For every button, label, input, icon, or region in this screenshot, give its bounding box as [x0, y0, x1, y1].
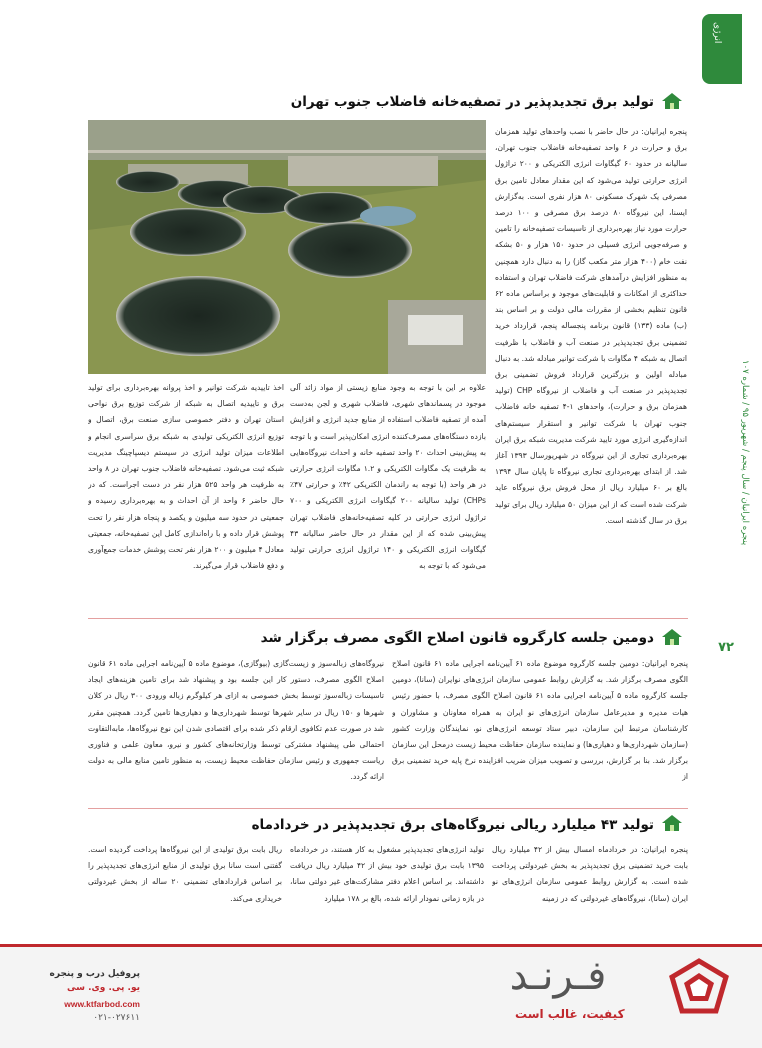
ad-website: www.ktfarbod.com	[64, 999, 140, 1009]
article3-title: تولید ۴۳ میلیارد ریالی نیروگاه‌های برق تجدیدپذیر در خردادماه	[251, 817, 654, 833]
article3-col-left: ریال بابت برق تولیدی از این نیروگاه‌ها پرداخت گردیده است. گفتنی است سانا برق تولیدی از منابع انرژی‌های تجدیدپذیر را بر اساس قراردادهای تضمینی ۲۰ ساله از بخش غیردولتی خریداری می‌کند.	[88, 845, 282, 903]
page-number: ۷۲	[718, 640, 734, 655]
divider	[88, 618, 688, 619]
article1-col-left: اخذ تاییدیه شرکت توانیر و اخذ پروانه بهره‌برداری برای تولید برق و تاییدیه اتصال به شبکه از شرکت توزیع برق نواحی استان تهران و دفتر خصوصی سازی صنعت برق، اتصال و توزیع انرژی الکتریکی تولیدی به شبکه برق سراسری انجام و اطلاعات میزان تولید انرژی در سیستم دیسپاچینگ مدیریت شبکه ثبت می‌شود. تصفیه‌خانه فاضلاب جنوب تهران در ۸ واحد به ظرفیت هر واحد ۵۲۵ هزار نفر در دست اجراست. که در حال حاضر ۶ واحد از آن احداث و به بهره‌برداری رسیده و جمعیتی در حدود سه میلیون و یکصد و پنجاه هزار نفر را تحت پوشش قرار داده و با راه‌اندازی کامل این تصفیه‌خانه، جمعیتی معادل ۴ میلیون و ۲۰۰ هزار نفر تحت پوشش خدمات جمع‌آوری و دفع فاضلاب قرار می‌گیرند.	[88, 383, 284, 571]
brand-logo-icon	[668, 957, 730, 1017]
article2-col-right: پنجره ایرانیان: دومین جلسه کارگروه موضوع ماده ۶۱ آیین‌نامه اجرایی ماده ۶۱ قانون اصلاح الگوی مصرف برگزار شد. به گزارش روابط عمومی سازمان انرژی‌های نوایران (سانا)، دومین جلسه کارگروه ماده ۵ آیین‌نامه اجرایی ماده ۶۱ قانون اصلاح الگوی مصرف، با حضور رئیس هیات مدیره و مدیرعامل سازمان انرژی‌های نو ایران به همراه معاونان و مشاوران و کارشناسان مرتبط این سازمان، دبیر ستاد توسعه انرژی‌های نو، نمایندگان وزارت کشور (سازمان شهرداری‌ها و دهیاری‌ها) و نماینده سازمان حفاظت محیط زیست درمحل این سازمان برگزار شد. بنا بر گزارش، بررسی و تصویب میزان ضریب افزاینده نرخ پایه خرید تضمینی برق از	[392, 659, 688, 782]
ad-phone: ۰۲۱-۰۲۷۶۱۱	[93, 1013, 140, 1023]
divider	[88, 808, 688, 809]
article2-col-left: نیروگاه‌های زباله‌سوز و زیست‌گازی (بیوگازی)، موضوع ماده ۵ آیین‌نامه اجرایی ماده ۶۱ قانون اصلاح الگوی مصرف، دستور کار این جلسه بود و پیشنهاد شد برای تامین هزینه‌های ایجاد تاسیسات زباله‌سوز توسط بخش خصوصی به ازای هر کیلوگرم زباله ورودی ۳۰۰ ریال در کلان شهرها و ۱۵۰ ریال در سایر شهرها توسط شهرداری‌ها و دهیاری‌ها تامین گردد. همچنین مقرر شد در صورت عدم تکافوی ارقام ذکر شده برای اقتصادی شدن این نوع نیروگاه‌ها، مابه‌التفاوت احتمالی طی پیشنهاد مشترکی توسط وزارتخانه‌های کشور و نیرو، معاون علمی و فناوری ریاست جمهوری و رئیس سازمان حفاظت محیط زیست، به منظور تامین منابع مالی به دولت ارائه گردد.	[88, 659, 384, 782]
ad-brand: فـرنـد	[509, 953, 607, 999]
house-icon	[661, 628, 683, 646]
ad-line1: پروفیل درب و پنجره	[49, 969, 140, 979]
issue-info: پنجره ایرانیان / سال پنجم / شهریور ۹۵ / شماره ۱۰۷	[740, 360, 750, 546]
ad-slogan: کیفیت، غالب است	[515, 1007, 625, 1021]
house-icon	[661, 92, 683, 110]
ad-banner	[0, 944, 762, 1048]
article1-col-mid: علاوه بر این با توجه به وجود منابع زیستی از مواد زائد آلی موجود در پسماندهای شهری، فاضلاب شهری و لجن به‌دست آمده از تصفیه فاضلاب استفاده از منابع جدید انرژی و افزایش بازده دستگاه‌های مصرف‌کننده انرژی امکان‌پذیر است و با توجه به پیش‌بینی احداث ۲۰ واحد تصفیه خانه و احداث نیروگاه‌هایی به ظرفیت یک مگاوات الکتریکی و ۱.۲ مگاوات انرژی حرارتی در هر واحد (با توجه به راندمان الکتریکی ۴۲٪ و حرارتی ۴۷٪ CHPs) تولید سالیانه ۲۰۰ گیگاوات انرژی الکتریکی و ۷۰۰ تراژول انرژی حرارتی در کلیه تصفیه‌خانه‌های فاضلاب تهران پیش‌بینی شده که از این مقدار در حال حاضر سالیانه ۴۳ گیگاوات انرژی الکتریکی و ۱۴۰ تراژول انرژی حرارتی تولید می‌شود که با توجه به	[290, 383, 486, 571]
article1-title: تولید برق تجدیدپذیر در تصفیه‌خانه فاضلاب جنوب تهران	[290, 94, 654, 110]
section-tab-label: انرژی	[712, 22, 722, 44]
house-icon	[661, 814, 683, 832]
section-tab	[702, 14, 742, 84]
article1-col-right: پنجره ایرانیان: در حال حاضر با نصب واحدهای تولید همزمان برق و حرارت در ۶ واحد تصفیه‌خانه فاضلاب جنوب تهران، سالیانه در حدود ۶۰ گیگاوات انرژی الکتریکی و ۲۰۰ تراژول انرژی حرارتی تولید می‌شود که این مقدار معادل تامین برق مصرفی یک شهرک مسکونی ۸۰ هزار نفری است. به‌گزارش ایسنا، این نیروگاه ۸۰ درصد برق مصرفی و ۱۰۰ درصد حرارت مورد نیاز بهره‌برداری از تاسیسات تصفیه‌خانه را تامین و صرفه‌جویی انرژی فسیلی در حدود ۱۵۰ هزار و ۵۰ بشکه نفت خام (۴۰۰ هزار متر مکعب گاز) را به دنبال دارد همچنین به منظور افزایش درآمدهای شرکت فاضلاب تهران و استفاده حداکثری از امکانات و قابلیت‌های موجود و براساس ماده ۶۲ قانون تنظیم بخشی از مقررات مالی دولت و بر اساس بند (ب) ماده (۱۳۳) قانون برنامه پنجساله پنجم، قرارداد خرید تضمینی برق تجدیدپذیر در صنعت آب و فاضلاب با ظرفیت اتصال به شبکه ۴ مگاوات با شرکت توانیر مبادله شد. به دنبال مبادله اولین و بزرگترین قرارداد فروش تضمینی برق تجدیدپذیر در صنعت آب و فاضلاب از نیروگاه CHP (تولید همزمان برق و حرارت)، واحدهای ۱-۴ تصفیه خانه فاضلاب جنوب تهران با شرکت توانیر و استقرار سیستم‌های اندازه‌گیری انرژی مورد تایید شرکت مدیریت شبکه برق ایران بهره‌برداری تجاری از این نیروگاه در شهریورسال ۱۳۹۳ آغاز شد. از ابتدای بهره‌برداری تجاری نیروگاه تا پایان سال ۱۳۹۴ بالغ بر ۶۰ میلیارد ریال از محل فروش برق نیروگاه عاید شرکت شده است که از این میزان ۵۰ میلیارد ریال برای تولید برق در سال گذشته است.	[495, 127, 687, 525]
article3-col-right: پنجره ایرانیان: در خردادماه امسال بیش از ۴۲ میلیارد ریال بابت خرید تضمینی برق تجدیدپذیر به بخش غیردولتی پرداخت شده است. به گزارش روابط عمومی سازمان انرژی‌های نو ایران (سانا)، نیروگاه‌های غیردولتی که در زمینه	[492, 845, 688, 903]
treatment-plant-photo	[88, 120, 486, 374]
article2-title: دومین جلسه کارگروه قانون اصلاح الگوی مصرف برگزار شد	[260, 630, 654, 646]
article3-col-mid: تولید انرژی‌های تجدیدپذیر مشغول به کار هستند، در خردادماه ۱۳۹۵ بابت برق تولیدی خود بیش از ۴۲ میلیارد ریال دریافت داشته‌اند. بر اساس اعلام دفتر مشارکت‌های غیر دولتی سانا، در بازه زمانی نمودار ارائه شده، بالغ بر ۱۷۸ میلیارد	[290, 845, 484, 903]
ad-line2: یو. پی. وی. سی	[67, 983, 140, 993]
